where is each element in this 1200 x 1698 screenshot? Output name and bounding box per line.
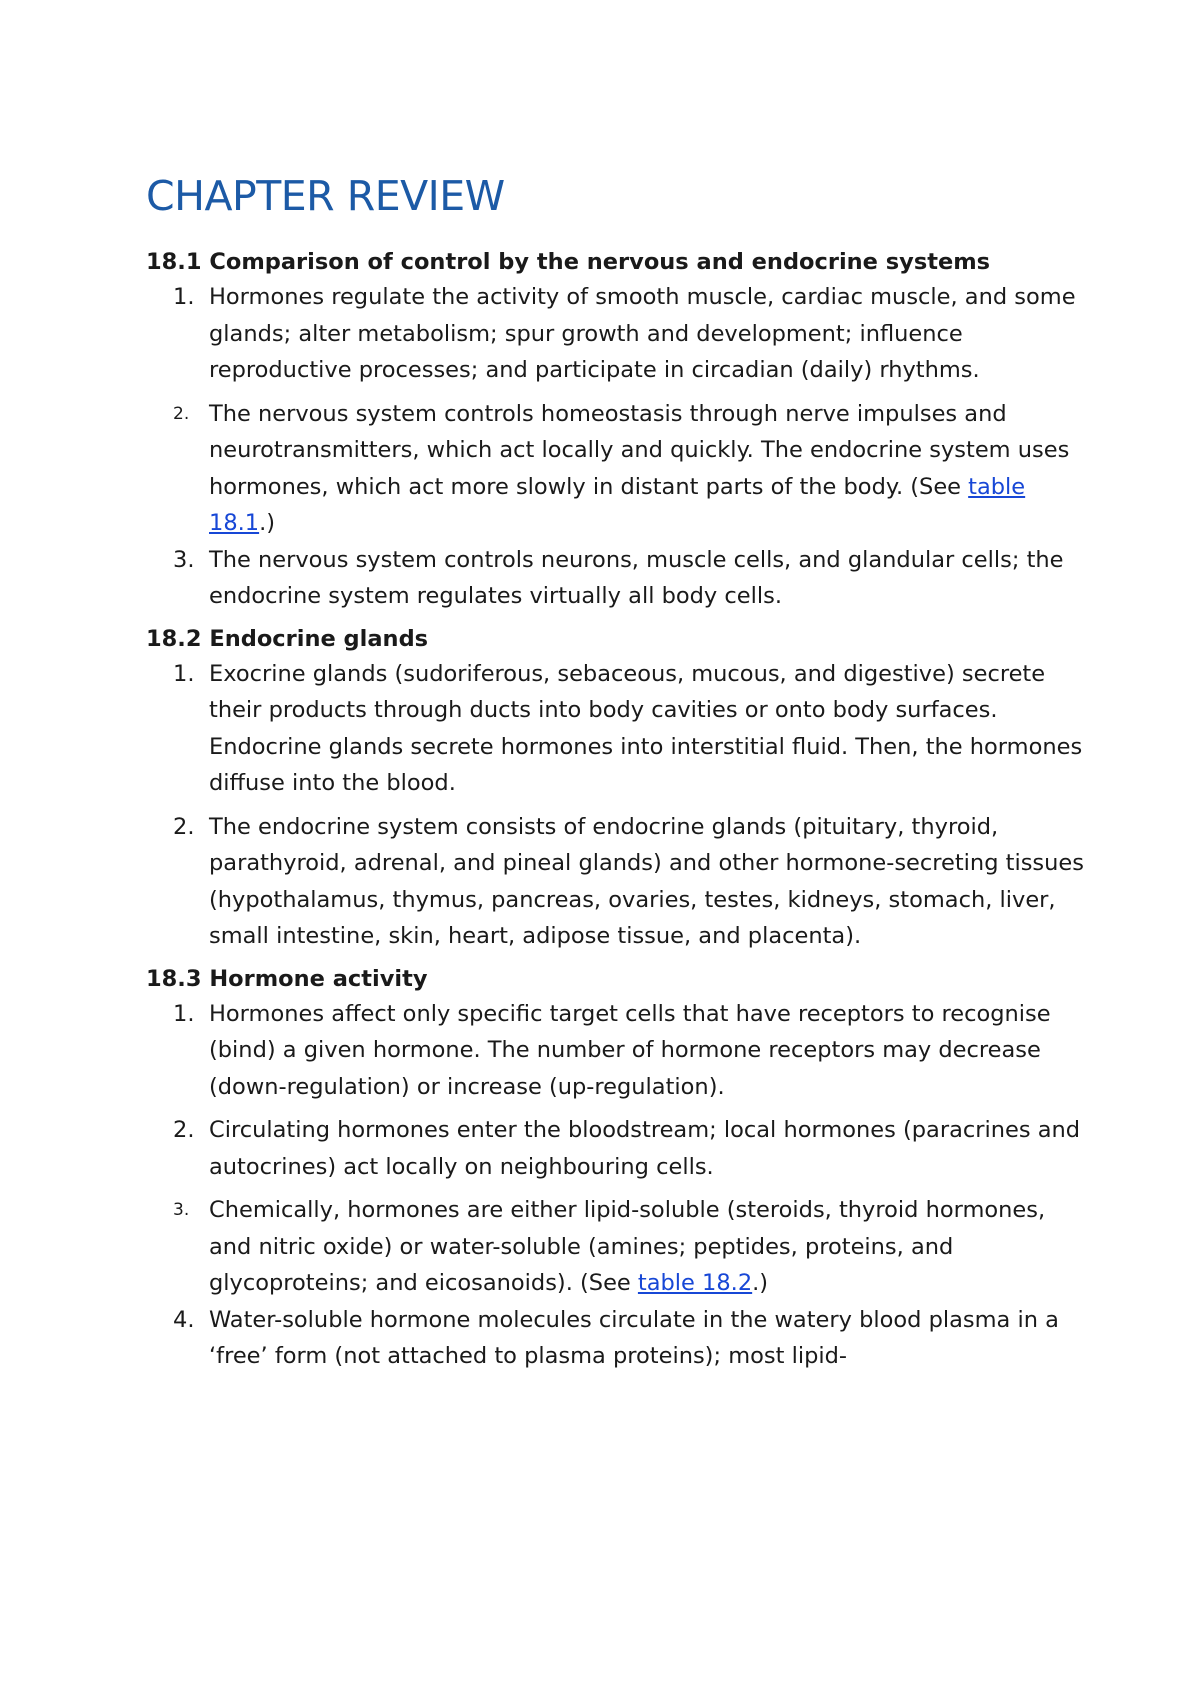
chapter-title: CHAPTER REVIEW [146, 172, 505, 220]
section-heading-18-2: 18.2 Endocrine glands [146, 625, 429, 652]
item-text: Hormones affect only specific target cells that have receptors to recognise (bind) a given hormone. The number of hormone receptors may decrease (down-regulation) or increase (up-regulation). [209, 1000, 1051, 1100]
item-text: Hormones regulate the activity of smooth muscle, cardiac muscle, and some glands; alter metabolism; spur growth and development; influence reproductive processes; and participate in circadian (daily) rhythms. [209, 284, 1076, 383]
review-content [146, 245, 1086, 1382]
item-number: 2. [173, 813, 195, 840]
list-item [146, 809, 1086, 955]
section-heading-18-1: 18.1 Comparison of control by the nervous and endocrine systems [146, 249, 991, 275]
table-18-1-link[interactable]: table 18.1 [209, 473, 1026, 536]
item-number: 4. [173, 1306, 195, 1333]
item-text: Chemically, hormones are either lipid-soluble (steroids, thyroid hormones, and nitric oxide) or water-soluble (amines; peptides, proteins, and glycoproteins; and eicosanoids). (See [209, 1197, 1046, 1296]
item-text-end: .) [752, 1270, 769, 1296]
item-text-end: .) [259, 510, 276, 536]
list-item [146, 1112, 1086, 1185]
item-number: 1. [173, 660, 195, 687]
item-number: 1. [173, 1000, 195, 1027]
item-text: The nervous system controls neurons, muscle cells, and glandular cells; the endocrine system regulates virtually all body cells. [209, 546, 1064, 609]
item-text: Exocrine glands (sudoriferous, sebaceous, mucous, and digestive) secrete their products through ducts into body cavities or onto body surfaces. Endocrine glands secrete hormones into interstitial fluid. Then, the hormones diffuse into the blood. [209, 660, 1083, 796]
item-text: Circulating hormones enter the bloodstream; local hormones (paracrines and autocrines) act locally on neighbouring cells. [209, 1117, 1081, 1180]
item-number: 3. [173, 546, 195, 573]
section-heading-18-3: 18.3 Hormone activity [146, 965, 428, 992]
item-number: 3. [173, 1200, 190, 1220]
item-text: The endocrine system consists of endocrine glands (pituitary, thyroid, parathyroid, adrenal, and pineal glands) and other hormone-secreting tissues (hypothalamus, thymus, pancreas, ovaries, testes, kidneys, stomach, liver, small intestine, skin, heart, adipose tissue, and placenta). [209, 813, 1084, 949]
list-item [146, 1302, 1086, 1375]
list-item [146, 396, 1086, 542]
list-item [146, 656, 1086, 802]
list-18-2 [146, 656, 1086, 955]
list-item [146, 542, 1086, 615]
list-item [146, 996, 1086, 1106]
item-number: 2. [173, 403, 190, 424]
item-number: 2. [173, 1117, 195, 1143]
table-18-2-link[interactable]: table 18.2 [637, 1270, 753, 1296]
list-item [146, 1192, 1086, 1302]
list-18-1 [146, 279, 1086, 615]
item-number: 1. [173, 284, 195, 310]
list-18-3 [146, 996, 1086, 1375]
item-text: Water-soluble hormone molecules circulate in the watery blood plasma in a ‘free’ form (not attached to plasma proteins); most lipid- [209, 1306, 1059, 1369]
list-item [146, 279, 1086, 389]
item-text: The nervous system controls homeostasis through nerve impulses and neurotransmitters, which act locally and quickly. The endocrine system uses hormones, which act more slowly in distant parts of the body. (See [209, 400, 1070, 500]
